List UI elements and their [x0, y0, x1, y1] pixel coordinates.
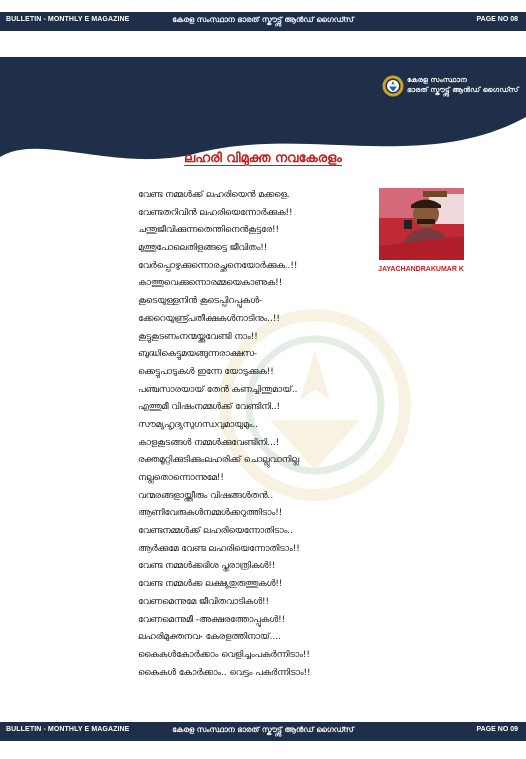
author-name: JAYACHANDRAKUMAR K	[378, 266, 464, 273]
page-number: PAGE NO 08	[476, 16, 518, 23]
poem-line: വേണ്ട നമ്മൾക്കഭിശ പ്തരാത്രികൾ!!	[138, 561, 276, 572]
poem-line: എത്തുമീ വിഷംനമ്മൾക്ക് വേണ്ടിനി..!	[138, 402, 281, 413]
bulletin-label: BULLETIN - MONTHLY E MAGAZINE	[6, 16, 130, 23]
org-name-line2: ഭാരത് സ്കൗട്ട്സ് ആൻഡ് ഗൈഡ്സ്	[407, 85, 519, 94]
poem-line: കൂട്ടുകൂടണംനന്മയ്ക്കുവേണ്ടി നാം!!	[138, 331, 258, 342]
poem-line: കൈകൾകോർക്കാം വെളിച്ചംപകർന്നിടാം!!	[138, 649, 310, 660]
poem-line: ക്കേറെയുണ്ട്പ്രതീക്ഷകൾനാടിനും..!!	[138, 313, 280, 324]
scouts-guides-logo-icon	[382, 75, 404, 97]
article-title: ലഹരി വിമുക്ത നവകേരളം	[184, 151, 342, 166]
poem-line: കാളകൂടങ്ങൾ നമ്മൾക്കുവേണ്ടിനി...!	[138, 437, 280, 448]
poem-line: സൗമ്യഹൃദ്യസുഗന്ധവുമായുമും..	[138, 419, 258, 430]
org-name	[407, 75, 522, 95]
poem-line: വേണമെന്നുമേ ജീവിതവാടികൾ!!	[138, 596, 270, 607]
poem-line: കൂടെയുള്ളനിൻ കൂടെപ്പിറപ്പുകൾ-	[138, 296, 263, 307]
header-org-name: കേരള സംസ്ഥാന ഭാരത് സ്കൗട്ട്സ് ആൻഡ് ഗൈഡ്സ്	[172, 15, 354, 24]
poem-line: വേർപ്പൊഴുക്കുന്നൊരച്ഛനെയോർക്കുക..!!	[138, 260, 298, 271]
poem-line: ബുദ്ധികെട്ടുമയങ്ങുന്നരാക്ഷസ-	[138, 349, 257, 360]
footer-bar	[0, 722, 526, 741]
poem-line: വേണ്ട നമ്മൾക്ക് ലഹരിയെൻ മക്കളെ.	[138, 190, 290, 200]
poem-line: ലഹരിമുക്തനവ- കേരളത്തിനായ്....	[138, 632, 281, 643]
poem-line: വേണമെന്നുമീ -അക്ഷരത്തോപ്പുകൾ!!	[138, 614, 286, 625]
poem-line: വന്മരങ്ങളായ്ത്തീരും വിഷങ്ങൾതൻ..	[138, 490, 274, 501]
poem-line: കൈകൾ കോർക്കാം.. വെട്ടം പകർന്നിടാം!!	[138, 667, 311, 678]
poem-line: ആർക്കുമേ വേണ്ട ലഹരിയെന്നോതിടാം!!	[138, 543, 300, 554]
poem-line: പഞ്ചസാരയായ് തേൻ കണച്ചിന്തുമായ്..	[138, 384, 298, 395]
footer-org-name: കേരള സംസ്ഥാന ഭാരത് സ്കൗട്ട്സ് ആൻഡ് ഗൈഡ്സ്	[172, 725, 354, 734]
org-name-line1: കേരള സംസ്ഥാന	[407, 75, 467, 84]
poem-body	[138, 187, 378, 682]
bulletin-label: BULLETIN - MONTHLY E MAGAZINE	[6, 726, 130, 733]
author-photo	[379, 188, 464, 260]
poem-line: വേണ്ടതറിവിൻ ലഹരിയെന്നോർക്കുക!!	[138, 207, 293, 218]
poem-line: മുത്തുപോലെതിളങ്ങട്ടെ ജീവിതം!!	[138, 243, 268, 254]
poem-line: നല്ലതൊന്നൊന്നുമേ!!	[138, 473, 224, 483]
page-number: PAGE NO 09	[476, 726, 518, 733]
poem-line: വേണ്ടനമ്മൾക്ക് ലഹരിയെന്നോതിടാം..	[138, 526, 293, 537]
poem-line: കാത്തുവെക്കുന്നൊരമ്മയെകാണുക!!	[138, 278, 283, 289]
header-bar	[0, 12, 526, 31]
poem-line: വേണ്ട നമ്മൾക്ക ലക്ഷ്യതുരുത്തുകൾ!!	[138, 579, 283, 590]
poem-line: ചന്തുജീവിക്കുന്നതെന്തിനെൻകൂട്ടരേ!!	[138, 225, 280, 236]
poem-line: ക്കെട്ടുപാടുകൾ ഇന്നേ യോടുക്കുക!!	[138, 366, 274, 377]
poem-line: ആണിവേരുകൾനമ്മൾക്കറുത്തിടാം!!	[138, 508, 283, 519]
poem-line: രക്തമൂറ്റിക്കുടിക്കുംലഹരിക്ക് ചൊല്ലുവാനില്ല	[138, 455, 299, 466]
